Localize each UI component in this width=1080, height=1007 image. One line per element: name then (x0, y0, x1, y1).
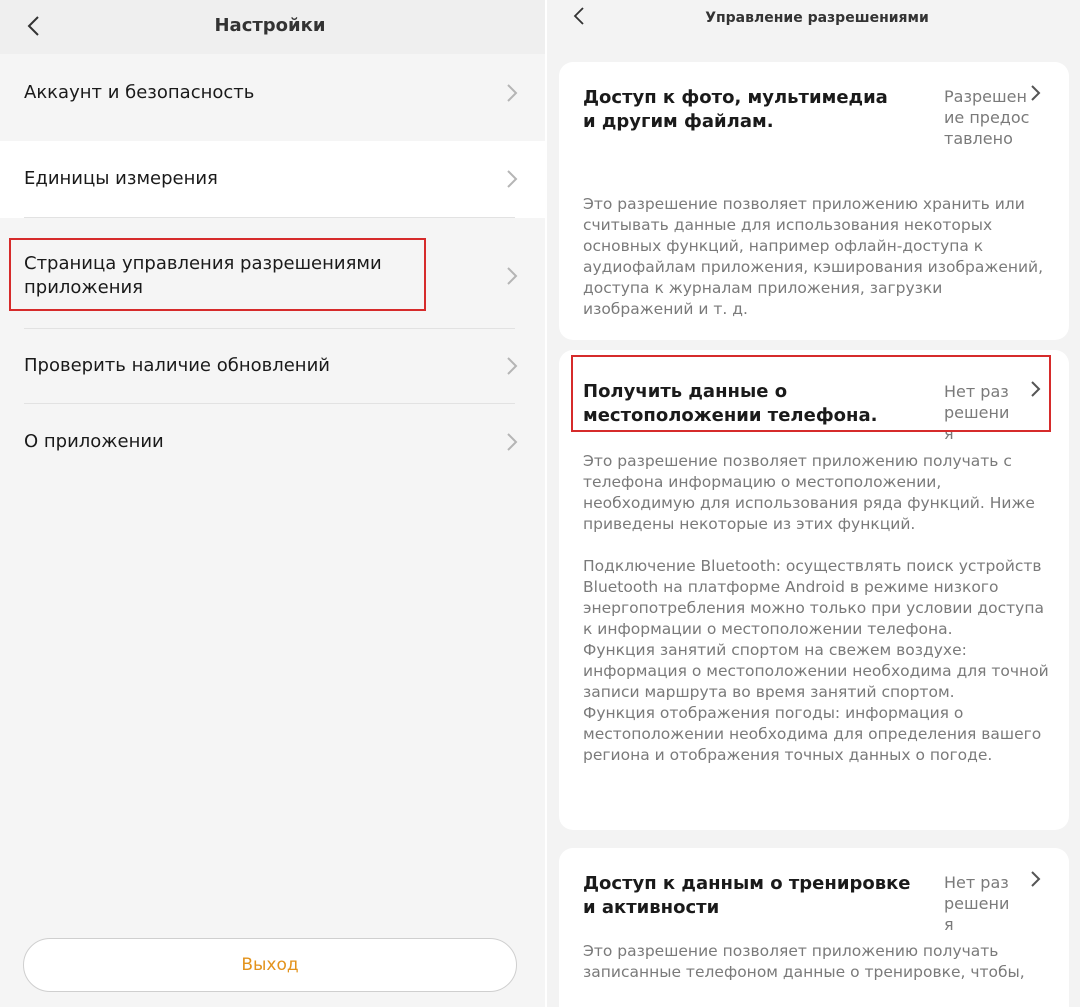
permission-description: Это разрешение позволяет приложению хранить или считывать данные для использования некоторых основных функций, например офлайн-доступа к аудиофайлам приложения, кэширования изображений, доступа к журналам приложения, загрузки изображений и т. д. (583, 195, 1044, 318)
page-title: Управление разрешениями (705, 10, 929, 26)
permission-status: Нет разрешения (944, 382, 1010, 443)
permission-title: Получить данные о местоположении телефона. (583, 381, 878, 426)
chevron-right-icon (505, 265, 519, 287)
chevron-right-icon (505, 82, 519, 104)
highlight-box (571, 355, 1051, 432)
divider (24, 403, 515, 404)
settings-item-label: Единицы измерения (24, 168, 218, 189)
permission-title: Доступ к фото, мультимедиа и другим файлам. (583, 87, 888, 132)
settings-item-check-updates[interactable] (0, 336, 545, 396)
settings-item-label: Аккаунт и безопасность (24, 82, 255, 103)
settings-item-about[interactable] (0, 412, 545, 472)
settings-item-label: Страница управления разрешениями приложения (24, 253, 382, 298)
highlight-box (9, 238, 426, 311)
settings-header (0, 0, 545, 54)
settings-item-account-security[interactable] (0, 64, 545, 122)
permission-card-files[interactable] (559, 62, 1069, 340)
divider (24, 328, 515, 329)
page-title: Настройки (214, 15, 326, 36)
chevron-right-icon (505, 355, 519, 377)
chevron-right-icon (1029, 84, 1043, 102)
chevron-right-icon (505, 431, 519, 453)
permission-status: Нет разрешения (944, 873, 1010, 934)
permission-title: Доступ к данным о тренировке и активности (583, 873, 911, 918)
permissions-header (547, 0, 1080, 46)
settings-item-units[interactable] (0, 150, 545, 208)
chevron-right-icon (1029, 870, 1043, 888)
permissions-screen (547, 0, 1080, 1007)
exit-button[interactable]: Выход (23, 938, 517, 992)
chevron-right-icon (505, 168, 519, 190)
permission-description: Это разрешение позволяет приложению получать записанные телефоном данные о тренировке, чтобы, (583, 942, 1025, 981)
settings-item-label: Проверить наличие обновлений (24, 355, 330, 376)
settings-item-label: О приложении (24, 431, 164, 452)
divider (24, 217, 515, 218)
permission-status: Разрешение предоставлено (944, 87, 1030, 148)
permission-description: Это разрешение позволяет приложению получать с телефона информацию о местоположении, необходимую для использования ряда функций. Ниже приведены некоторые из этих функций. Подключение Bluetooth: осуществлять поиск устройств Bluetooth на платформе Android в режиме низкого энергопотребления можно только при условии доступа к информации о местоположении телефона. Функция занятий спортом на свежем воздухе: информация о местоположении необходима для точной записи маршрута во время занятий спортом. Функция отображения погоды: информация о местоположении необходима для определения вашего региона и отображения точных данных о погоде. (583, 452, 1049, 764)
permission-card-activity[interactable] (559, 848, 1069, 1007)
